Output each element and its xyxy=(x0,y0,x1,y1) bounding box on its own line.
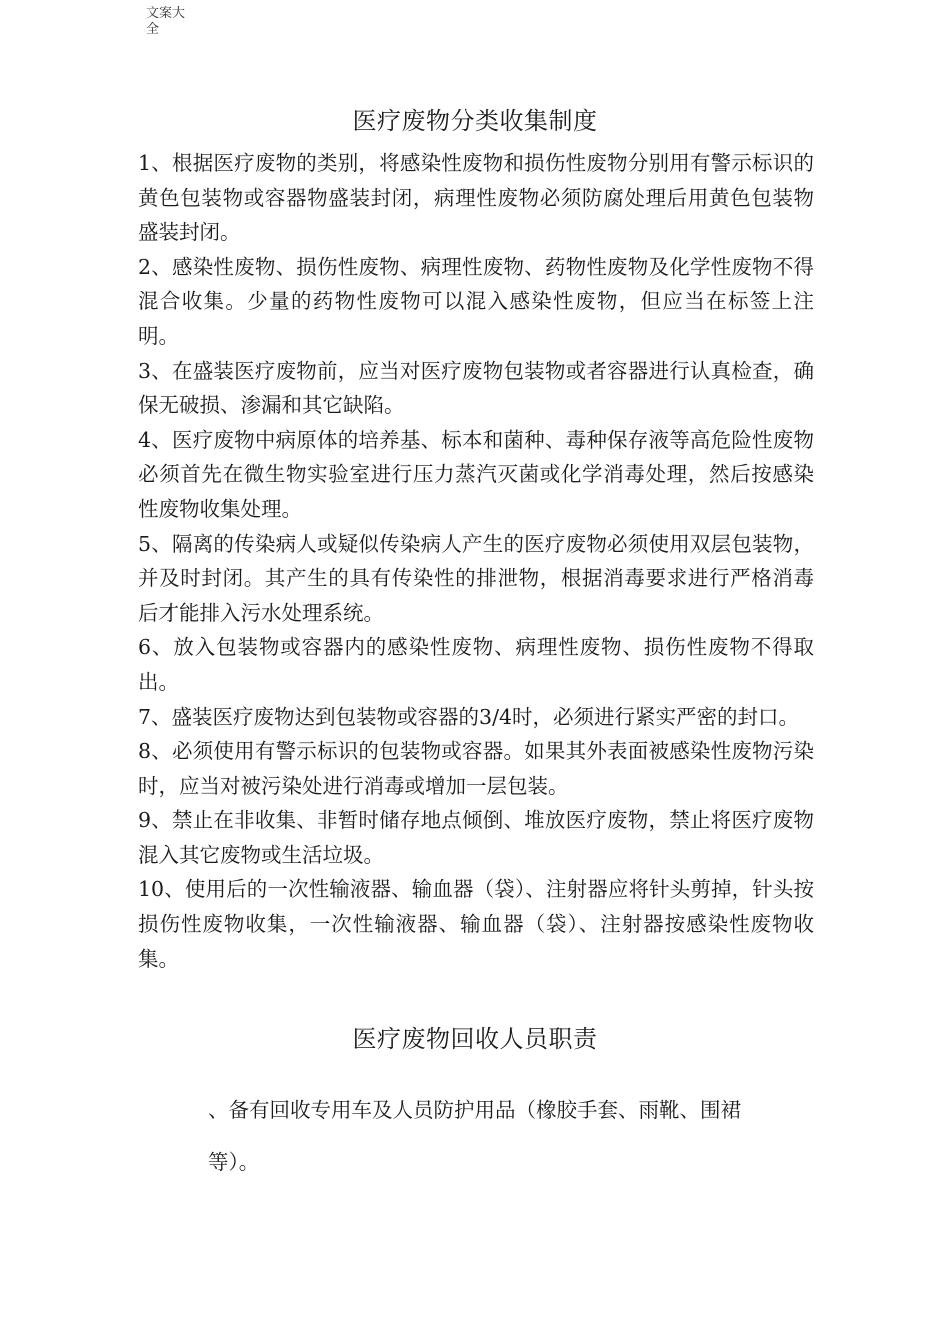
rule-item: 7、盛装医疗废物达到包装物或容器的3/4时，必须进行紧实严密的封口。 xyxy=(138,704,800,729)
rule-item: 2、感染性废物、损伤性废物、病理性废物、药物性废物及化学性废物不得混合收集。少量的药物性废物可以混入感染性废物，但应当在标签上注明。 xyxy=(138,254,814,348)
section-1-title: 医疗废物分类收集制度 xyxy=(352,107,598,135)
rule-item: 8、必须使用有警示标识的包装物或容器。如果其外表面被感染性废物污染时，应当对被污染处进行消毒或增加一层包装。 xyxy=(138,739,814,798)
rules-list xyxy=(138,146,814,976)
section-2-title: 医疗废物回收人员职责 xyxy=(352,1025,598,1053)
duty-line-1: 、备有回收专用车及人员防护用品（橡胶手套、雨靴、围裙 xyxy=(208,1098,741,1122)
rule-item: 5、隔离的传染病人或疑似传染病人产生的医疗废物必须使用双层包装物，并及时封闭。其产生的具有传染性的排泄物，根据消毒要求进行严格消毒后才能排入污水处理系统。 xyxy=(138,531,814,625)
header-mark-line-2: 全 xyxy=(146,22,160,37)
rule-item: 1、根据医疗废物的类别，将感染性废物和损伤性废物分别用有警示标识的黄色包装物或容器物盛装封闭，病理性废物必须防腐处理后用黄色包装物盛装封闭。 xyxy=(138,151,814,245)
rule-item: 6、放入包装物或容器内的感染性废物、病理性废物、损伤性废物不得取出。 xyxy=(138,635,814,694)
rule-item: 9、禁止在非收集、非暂时储存地点倾倒、堆放医疗废物，禁止将医疗废物混入其它废物或生活垃圾。 xyxy=(138,808,814,867)
rule-item: 3、在盛装医疗废物前，应当对医疗废物包装物或者容器进行认真检查，确保无破损、渗漏和其它缺陷。 xyxy=(138,358,814,418)
duty-line-2: 等）。 xyxy=(208,1150,260,1174)
header-mark-line-1: 文案大 xyxy=(146,6,186,21)
rule-item: 4、医疗废物中病原体的培养基、标本和菌种、毒种保存液等高危险性废物必须首先在微生物实验室进行压力蒸汽灭菌或化学消毒处理，然后按感染性废物收集处理。 xyxy=(138,427,814,521)
rule-item: 10、使用后的一次性输液器、输血器（袋）、注射器应将针头剪掉，针头按损伤性废物收集，一次性输液器、输血器（袋）、注射器按感染性废物收集。 xyxy=(138,877,814,971)
header-watermark-text xyxy=(146,6,202,38)
